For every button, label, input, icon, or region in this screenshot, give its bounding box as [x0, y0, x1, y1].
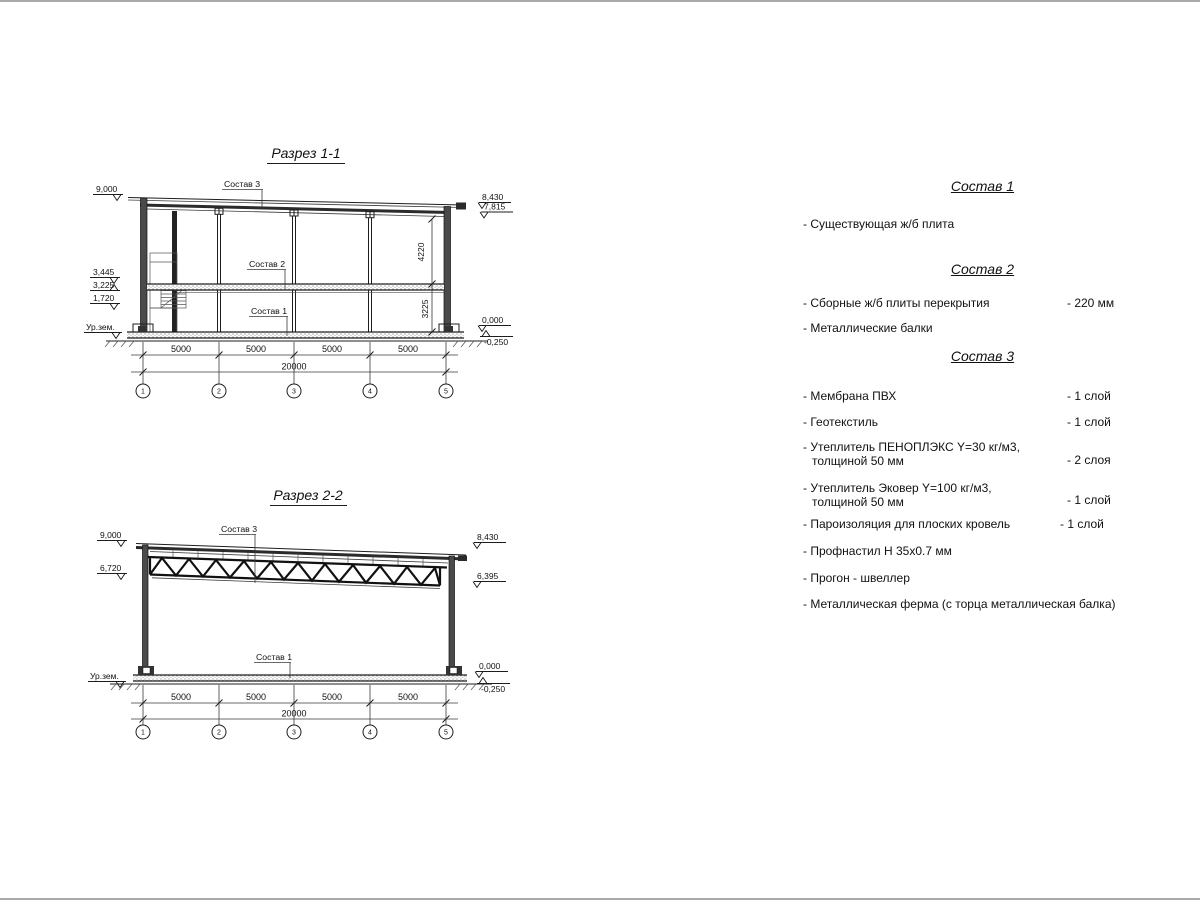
roof-truss	[148, 557, 447, 589]
elev-6395: 6,395	[477, 571, 499, 581]
bottom-dimensions	[131, 685, 458, 739]
grid-bubble-2: 2	[217, 388, 221, 396]
section-1-1-drawing	[60, 130, 540, 420]
elev-9000: 9,000	[100, 530, 122, 540]
spec-item	[803, 296, 989, 310]
walls-and-columns	[141, 198, 451, 332]
dim-5000-3: 5000	[321, 692, 343, 702]
grid-bubble-4: 4	[368, 729, 372, 737]
spec-item	[803, 481, 992, 509]
elevation-marks-right	[473, 532, 510, 694]
elevation-marks-right	[478, 192, 513, 347]
dim-5000-1: 5000	[170, 692, 192, 702]
spec-item-name-line2: толщиной 50 мм	[812, 454, 904, 468]
spec-item-name: - Существующая ж/б плита	[803, 217, 955, 231]
dim-5000-4: 5000	[397, 344, 419, 354]
spec-item-qty: - 1 слой	[1067, 415, 1111, 429]
ground-level-label: Ур.зем.	[90, 671, 119, 681]
grid-bubble-5: 5	[444, 388, 448, 396]
spec-item-name: - Сборные ж/б плиты перекрытия	[803, 296, 990, 310]
elev-0000: 0,000	[479, 661, 501, 671]
bottom-dimensions	[131, 342, 458, 398]
elev-m0250: -0,250	[481, 684, 506, 694]
spec-item	[803, 415, 878, 429]
dim-5000-3: 5000	[321, 344, 343, 354]
spec-item	[803, 389, 896, 403]
elev-3445: 3,445	[93, 267, 115, 277]
spec-item-name: - Профнастил Н 35х0.7 мм	[803, 544, 952, 558]
spec-item-qty: - 1 слой	[1067, 389, 1111, 403]
elev-8430: 8,430	[482, 192, 504, 202]
grid-bubble-1: 1	[141, 388, 145, 396]
dim-20000: 20000	[281, 708, 307, 719]
spec-item	[803, 597, 1116, 611]
roof-structure	[128, 198, 466, 218]
dim-5000-1: 5000	[170, 344, 192, 354]
elev-1720: 1,720	[93, 293, 115, 303]
dim-3225: 3225	[420, 299, 430, 319]
spec-heading-3: Состав 3	[950, 348, 1015, 364]
spec-item	[803, 217, 954, 231]
grid-bubble-4: 4	[368, 388, 372, 396]
spec-item-name-line2: толщиной 50 мм	[812, 495, 904, 509]
dim-20000: 20000	[281, 361, 307, 372]
spec-item-qty: - 1 слой	[1060, 517, 1104, 531]
vertical-dimension	[416, 216, 436, 336]
grid-bubble-2: 2	[217, 729, 221, 737]
elev-3225: 3,225	[93, 280, 115, 290]
grid-bubble-3: 3	[292, 729, 296, 737]
spec-item	[803, 321, 933, 335]
spec-item-name: - Геотекстиль	[803, 415, 878, 429]
elev-8430: 8,430	[477, 532, 499, 542]
dim-5000-4: 5000	[397, 692, 419, 702]
elevation-marks-left	[88, 530, 127, 688]
section-1-1-title	[267, 145, 345, 164]
ground-slab	[105, 324, 488, 347]
label-sostav-1: Состав 1	[256, 652, 293, 662]
label-sostav-3: Состав 3	[224, 179, 261, 189]
spec-item-name: - Металлические балки	[803, 321, 933, 335]
spec-item-name: - Утеплитель ПЕНОПЛЭКС Y=30 кг/м3,	[803, 440, 1020, 454]
ground-slab	[110, 666, 492, 690]
elev-6720: 6,720	[100, 563, 122, 573]
label-sostav-3: Состав 3	[221, 524, 258, 534]
spec-heading-1: Состав 1	[950, 178, 1015, 194]
ground-level-label: Ур.зем.	[86, 322, 115, 332]
spec-item	[803, 571, 910, 585]
section-2-2-title	[270, 487, 347, 506]
section-2-2-title-text: Разрез 2-2	[273, 487, 343, 503]
section-1-1-title-text: Разрез 1-1	[271, 145, 341, 161]
label-sostav-2: Состав 2	[249, 259, 286, 269]
spec-item-qty: - 2 слоя	[1067, 453, 1111, 467]
dim-4220: 4220	[416, 242, 426, 262]
spec-item-name: - Мембрана ПВХ	[803, 389, 897, 403]
spec-item	[803, 544, 952, 558]
dim-5000-2: 5000	[245, 692, 267, 702]
grid-bubble-1: 1	[141, 729, 145, 737]
spec-item-name: - Пароизоляция для плоских кровель	[803, 517, 1011, 531]
label-sostav-1: Состав 1	[251, 306, 288, 316]
spec-item-name: - Прогон - швеллер	[803, 571, 910, 585]
spec-item-name: - Металлическая ферма (с торца металлическая балка)	[803, 597, 1116, 611]
spec-item-qty: - 1 слой	[1067, 493, 1111, 507]
dim-5000-2: 5000	[245, 344, 267, 354]
elev-0000: 0,000	[482, 315, 504, 325]
spec-heading-2: Состав 2	[950, 261, 1015, 277]
grid-bubble-3: 3	[292, 388, 296, 396]
spec-item	[803, 517, 1010, 531]
grid-bubble-5: 5	[444, 729, 448, 737]
specs-panel	[790, 0, 1175, 900]
spec-item	[803, 440, 1020, 468]
section-2-2-drawing	[60, 478, 540, 755]
elev-9000: 9,000	[96, 184, 118, 194]
elevation-marks-left	[84, 184, 123, 339]
spec-item-name: - Утеплитель Эковер Y=100 кг/м3,	[803, 481, 992, 495]
elev-7815: 7,815	[484, 201, 506, 212]
spec-item-qty: - 220 мм	[1067, 296, 1115, 310]
elev-m0250: -0,250	[484, 337, 509, 347]
